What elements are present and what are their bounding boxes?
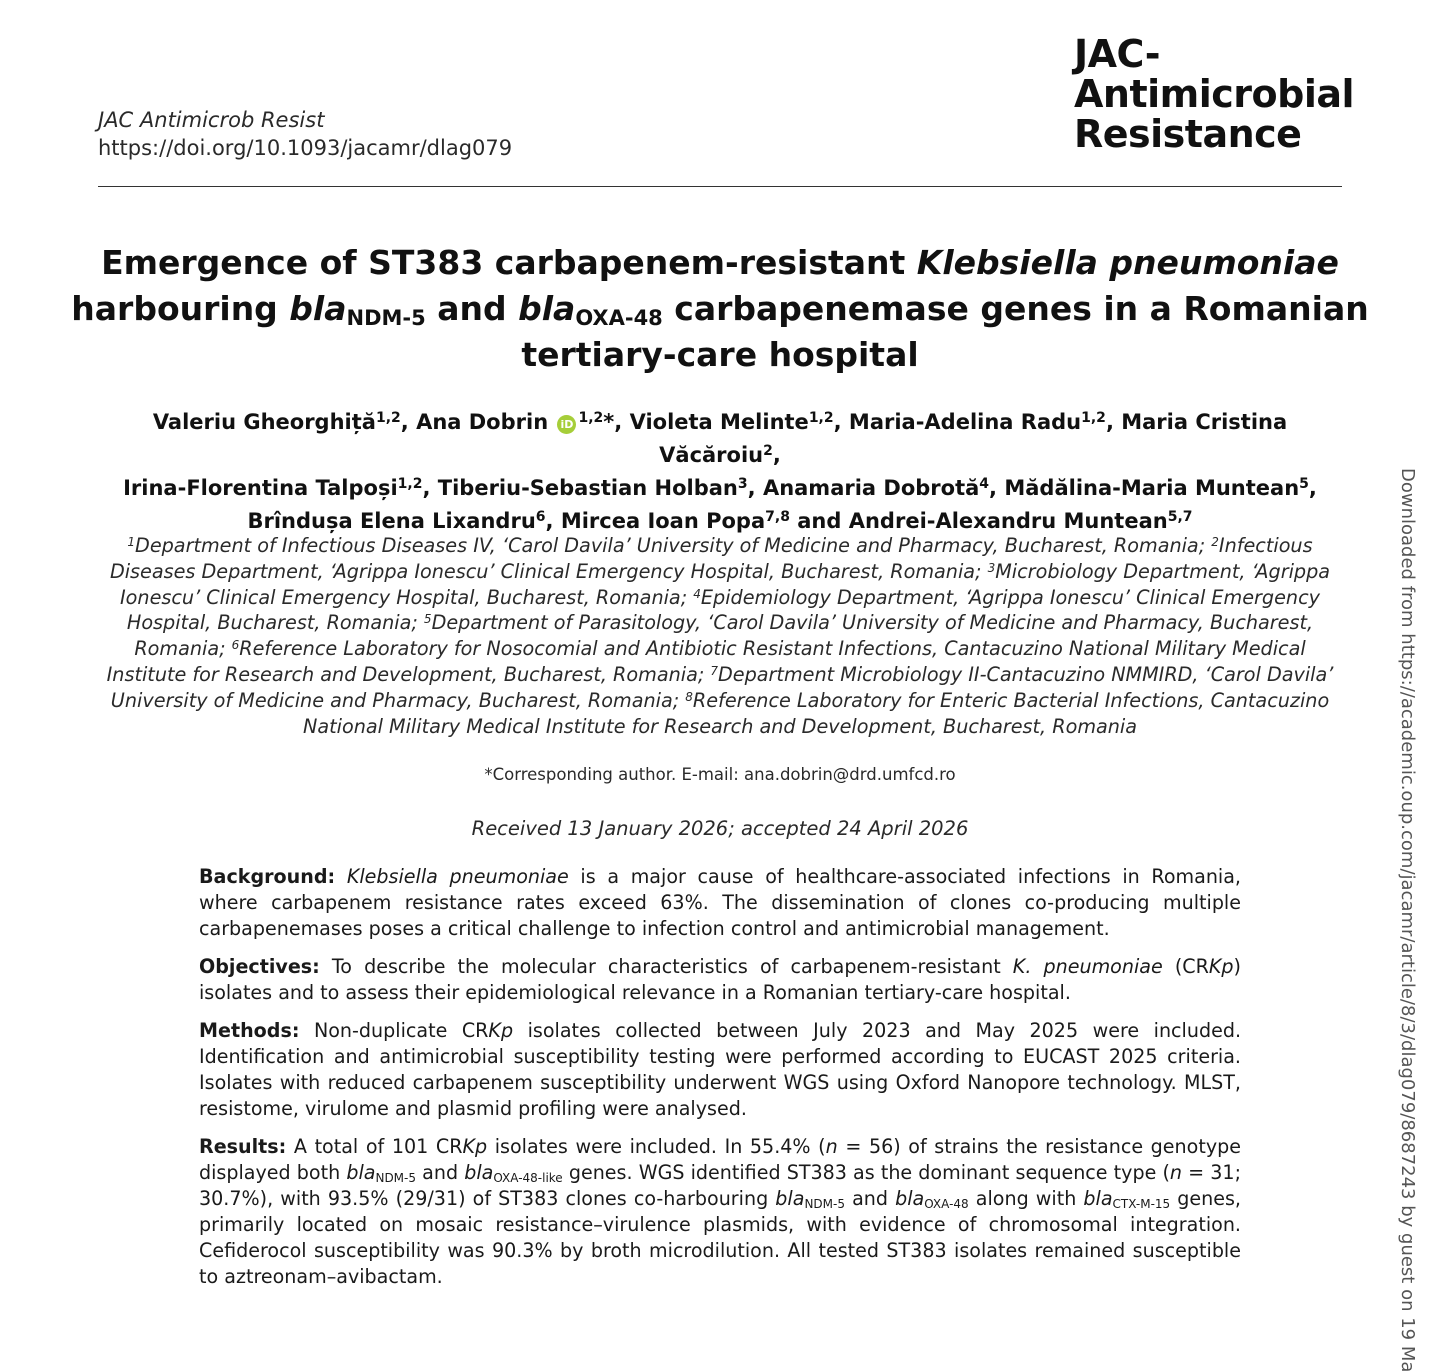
results-sub-ndm-2: NDM-5 [804,1197,845,1211]
author-name: Valeriu Gheorghiță [152,410,376,434]
results-t6: = 31; 30.7%), with 93.5% (29/31) of ST383 clones co-harbouring [199,1161,1242,1210]
journal-abbreviation: JAC Antimicrob Resist [98,108,325,132]
background-label: Background: [199,865,336,888]
results-sub-oxa-like: OXA-48-like [493,1171,563,1185]
author-name: Violeta Melinte [629,410,809,434]
abstract [199,864,1241,1302]
author-separator: , [1105,410,1122,434]
author-separator: , [422,476,438,500]
received-accepted-dates: Received 13 January 2026; accepted 24 April 2026 [471,817,969,840]
affiliation-number: 4 [693,586,701,601]
title-gene-1: bla [289,289,347,328]
corresponding-author: *Corresponding author. E-mail: ana.dobrin@drd.umfcd.ro [484,765,956,784]
results-t5: genes. WGS identified ST383 as the dominant sequence type ( [562,1161,1170,1184]
background-species: Klebsiella pneumoniae [346,865,569,888]
results-t3: = 56) of strains the resistance genotype displayed both [199,1135,1241,1184]
author-separator: , [747,476,763,500]
objectives-kp: Kp [1208,955,1234,978]
author-affiliation-sup: 5 [1299,476,1309,492]
results-sub-ctx: CTX-M-15 [1112,1197,1171,1211]
author-list [90,406,1350,538]
title-gene-2: bla [518,289,576,328]
results-bla-2: bla [464,1161,494,1184]
author-affiliation-sup: 1,2 [808,410,834,426]
header-divider [98,186,1342,187]
author-separator: , [614,410,630,434]
objectives-text-2: (CR [1162,955,1209,978]
results-t2: isolates were included. In 55.4% ( [487,1135,826,1158]
affiliation-number: 2 [1211,535,1219,549]
results-bla-4: bla [895,1187,925,1210]
affiliation-number: 6 [231,638,240,653]
abstract-results [199,1134,1241,1290]
affiliation-text: Epidemiology Department, ‘Agrippa Ionescu’ Clinical Emergency Hospital, Bucharest, Romania; [126,585,1320,635]
author-separator: , [1308,476,1317,500]
title-species: Klebsiella pneumoniae [916,243,1339,282]
methods-text-1: Non-duplicate CR [299,1019,489,1042]
author-affiliation-sup: 6 [535,509,546,525]
results-n-1: n [825,1135,838,1158]
results-bla-5: bla [1083,1187,1113,1210]
author-name: Tiberiu-Sebastian Holban [437,476,738,500]
results-n-2: n [1169,1161,1183,1184]
affiliation-text: Infectious Diseases Department, ‘Agrippa Ionescu’ Clinical Emergency Hospital, Bucharest, Romania; [109,534,1313,583]
author-separator: , [772,443,781,467]
abstract-background [199,864,1241,942]
author-affiliation-sup: 1,2 [397,476,423,492]
affiliation-text: Department Microbiology II-Cantacuzino NMMIRD, ‘Carol Davila’ University of Medicine and Pharmacy, Bucharest, Romania; [110,662,1334,712]
orcid-icon[interactable]: iD [557,415,576,434]
author-separator: , [545,509,561,533]
title-gene-2-sub: OXA-48 [575,306,663,330]
affiliation-number: 3 [987,560,996,575]
author-name: Brîndușa Elena Lixandru [247,509,536,533]
author-affiliation-sup: 5,7 [1167,509,1193,525]
results-t1: A total of 101 CR [286,1135,463,1158]
author-name: Andrei-Alexandru Muntean [848,509,1168,533]
results-sub-oxa: OXA-48 [924,1197,969,1211]
author-affiliation-sup: 7,8 [765,509,790,525]
results-label: Results: [199,1135,287,1158]
affiliation-text: Department of Parasitology, ‘Carol Davila’ University of Medicine and Pharmacy, Bucharest, Romania; [134,611,1314,661]
affiliation-number: 8 [685,689,693,704]
author-separator: , [833,410,849,434]
results-t7: and [844,1187,896,1210]
affiliation-text: Department of Infectious Diseases IV, ‘Carol Davila’ University of Medicine and Pharmacy, Bucharest, Romania; [135,534,1212,557]
author-affiliation-sup: 4 [979,476,990,492]
results-kp: Kp [462,1135,488,1158]
methods-text-2: isolates collected between July 2023 and May 2025 were included. Identification and antimicrobial susceptibility testing were performed according to EUCAST 2025 criteria. Isolates with reduced carbapenem susceptibility underwent WGS using Oxford Nanopore technology. MLST, resistome, virulome and plasmid profiling were analysed. [199,1019,1242,1120]
results-sub-ndm-1: NDM-5 [375,1171,417,1185]
title-gene-1-sub: NDM-5 [346,306,426,330]
affiliation-text: Reference Laboratory for Nosocomial and Antibiotic Resistant Infections, Cantacuzino National Military Medical Institute for Research and Development, Bucharest, Romania; [106,637,1306,686]
abstract-methods [199,1018,1241,1122]
objectives-text-3: ) isolates and to assess their epidemiological relevance in a Romanian tertiary-care hospital. [199,955,1241,1004]
results-t4: and [416,1161,465,1184]
author-name: Irina-Florentina Talpoși [123,476,398,500]
author-separator: , [400,410,417,434]
author-name: Maria Cristina Văcăroiu [659,410,1288,467]
objectives-text-1: To describe the molecular characteristics of carbapenem-resistant [319,955,1013,978]
background-text: is a major cause of healthcare-associated infections in Romania, where carbapenem resistance rates exceed 63%. The dissemination of clones co-producing multiple carbapenemases poses a critical challenge to infection control and antimicrobial management. [199,865,1242,940]
author-name: Mădălina-Maria Muntean [1004,476,1300,500]
title-and: and [425,289,519,328]
author-affiliation-sup: 2 [763,443,773,459]
author-affiliation-sup: 3 [737,476,748,492]
objectives-label: Objectives: [199,955,320,978]
objectives-species: K. pneumoniae [1012,955,1163,978]
methods-kp: Kp [488,1019,514,1042]
affiliation-number: 5 [423,612,432,627]
results-bla-3: bla [775,1187,805,1210]
affiliation-text: Microbiology Department, ‘Agrippa Ionescu’ Clinical Emergency Hospital, Bucharest, Romania; [120,559,1331,609]
affiliation-number: 1 [127,535,136,549]
author-separator: , [989,476,1005,500]
affiliations [98,533,1342,739]
logo-line-1: JAC- [1074,32,1161,76]
title-part-4: tertiary-care hospital [521,335,919,374]
author-affiliation-sup: 1,2 [578,410,604,426]
author-affiliation-sup: 1,2 [1081,410,1106,426]
methods-label: Methods: [199,1019,300,1042]
title-part-2: harbouring [71,289,290,328]
download-watermark: Downloaded from https://academic.oup.com/jacamr/article/8/3/dlag079/8687243 by guest on 19 Ma [1397,468,1418,1372]
author-name: Anamaria Dobrotă [762,476,980,500]
author-name: Maria-Adelina Radu [848,410,1082,434]
author-affiliation-sup: 1,2 [375,410,401,426]
logo-line-3: Resistance [1074,112,1302,156]
author-name: Mircea Ioan Popa [560,509,766,533]
corresponding-mark: * [603,410,615,434]
affiliation-number: 7 [710,663,719,678]
author-and: and [789,509,849,533]
journal-logo [1074,34,1354,154]
logo-line-2: Antimicrobial [1074,72,1355,116]
abstract-objectives [199,954,1241,1006]
article-title [70,240,1370,378]
doi-link[interactable]: https://doi.org/10.1093/jacamr/dlag079 [98,136,513,160]
results-t8: along with [968,1187,1084,1210]
affiliation-text: Reference Laboratory for Enteric Bacterial Infections, Cantacuzino National Military Medical Institute for Research and Development, Bucharest, Romania [302,688,1330,738]
author-name: Ana Dobrin [416,410,549,434]
title-part-3: carbapenemase genes in a Romanian [662,289,1369,328]
title-part-1: Emergence of ST383 carbapenem-resistant [101,243,917,282]
journal-meta [98,106,512,162]
results-bla-1: bla [346,1161,376,1184]
results-t9: genes, primarily located on mosaic resistance–virulence plasmids, with evidence of chromosomal integration. Cefiderocol susceptibility was 90.3% by broth microdilution. All tested ST383 isolates remained susceptible to aztreonam–avibactam. [199,1187,1241,1288]
